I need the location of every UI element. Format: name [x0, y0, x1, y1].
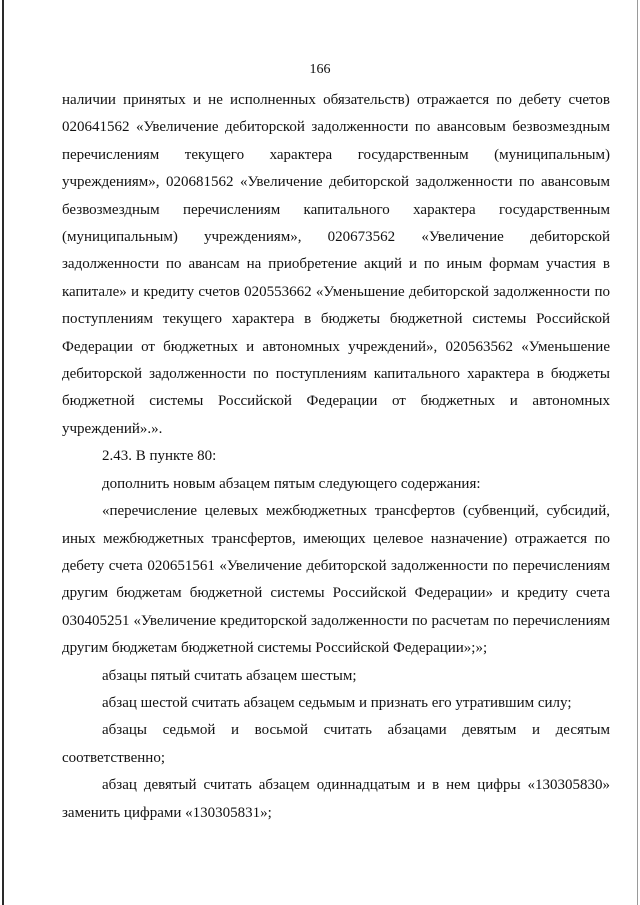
paragraph-continuation: наличии принятых и не исполненных обязательств) отражается по дебету счетов 020641562 «Увеличение дебиторской задолженности по авансовым безвозмездным перечислениям текущего характера государственным (муниципальным) учреждениям», 020681562 «Увеличение дебиторской задолженности по авансовым безвозмездным перечислениям капитального характера государственным (муниципальным) учреждениям», 020673562 «Увеличение дебиторской задолженности по авансам на приобретение акций и по иным формам участия в капитале» и кредиту счетов 020553662 «Уменьшение дебиторской задолженности по поступлениям текущего характера в бюджеты бюджетной системы Российской Федерации от бюджетных и автономных учреждений», 020563562 «Уменьшение дебиторской задолженности по поступлениям капитального характера в бюджеты бюджетной системы Российской Федерации от бюджетных и автономных учреждений».». [62, 92, 610, 437]
paragraph-item-2-43: 2.43. В пункте 80: [102, 448, 217, 465]
paragraph-renumber-9: абзац девятый считать абзацем одиннадцатым и в нем цифры «130305830» заменить цифрами «130305831»; [62, 777, 610, 821]
paragraph-amendment-quote: «перечисление целевых межбюджетных трансфертов (субвенций, субсидий, иных межбюджетных трансфертов, имеющих целевое назначение) отражается по дебету счета 020651561 «Увеличение дебиторской задолженности по перечислениям другим бюджетам бюджетной системы Российской Федерации» и кредиту счета 030405251 «Увеличение кредиторской задолженности по расчетам по перечислениям другим бюджетам бюджетной системы Российской Федерации»;»; [62, 503, 610, 657]
paragraph-renumber-6: абзац шестой считать абзацем седьмым и признать его утратившим силу; [102, 694, 572, 711]
document-body [62, 87, 610, 827]
paragraph-renumber-5: абзацы пятый считать абзацем шестым; [102, 667, 357, 684]
paragraph-amendment-intro: дополнить новым абзацем пятым следующего содержания: [102, 475, 481, 492]
page-number: 166 [309, 62, 331, 77]
paragraph-renumber-7-8: абзацы седьмой и восьмой считать абзацами девятым и десятым соответственно; [62, 722, 610, 766]
